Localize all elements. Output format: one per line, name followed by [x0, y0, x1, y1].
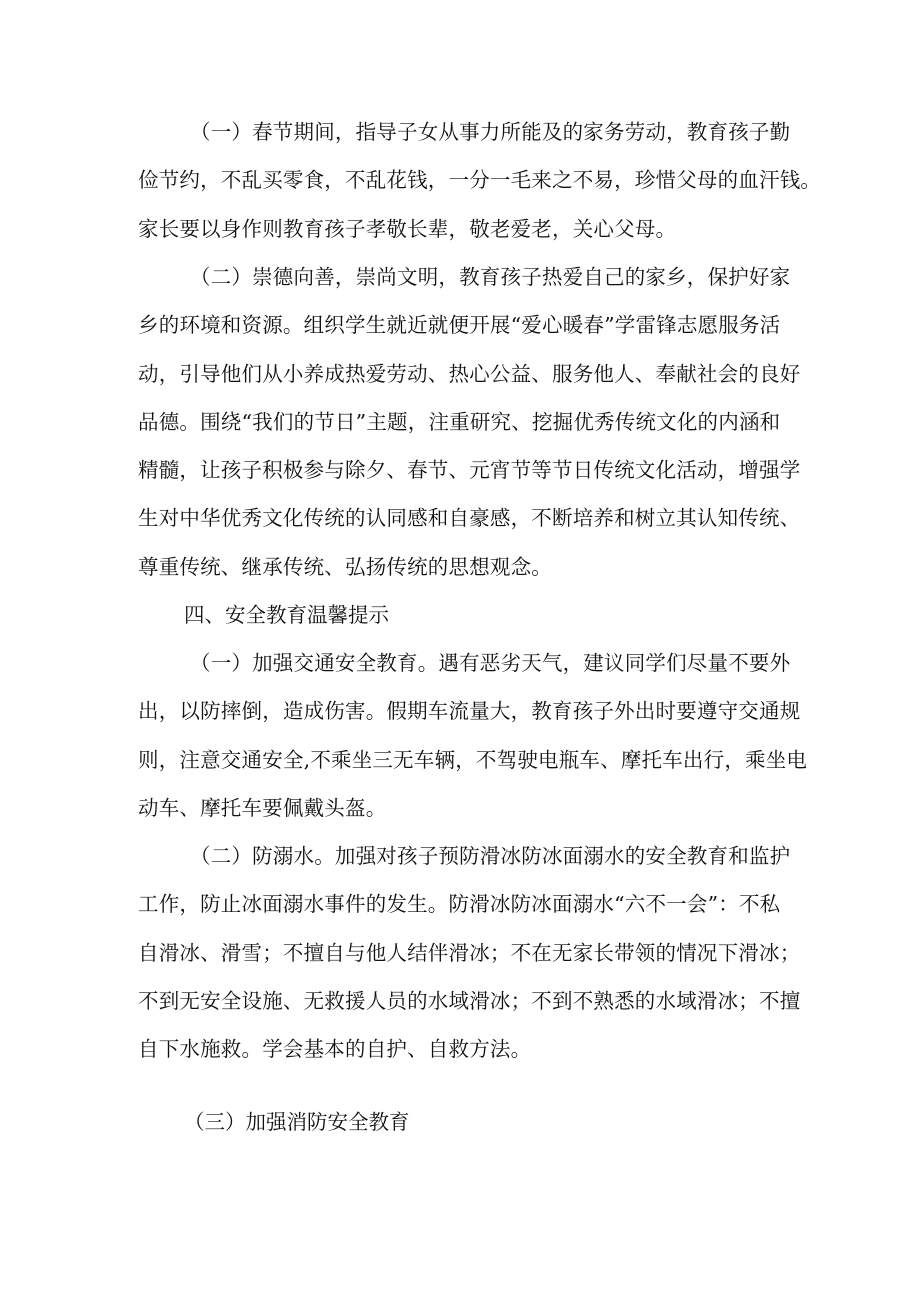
paragraph-3-line-2: 出，以防摔倒，造成伤害。假期车流量大，教育孩子外出时要遵守交通规: [138, 699, 801, 723]
paragraph-2-line-3: 动，引导他们从小养成热爱劳动、热心公益、服务他人、奉献社会的良好: [138, 362, 801, 386]
paragraph-3-line-1: （一）加强交通安全教育。遇有恶劣天气，建议同学们尽量不要外: [190, 651, 791, 675]
paragraph-1-line-1: （一）春节期间，指导子女从事力所能及的家务劳动，教育孩子勤: [190, 120, 791, 144]
paragraph-4-line-1: （二）防溺水。加强对孩子预防滑冰防冰面溺水的安全教育和监护: [190, 844, 791, 868]
paragraph-5-heading: （三）加强消防安全教育: [184, 1110, 410, 1134]
paragraph-3-line-4: 动车、摩托车要佩戴头盔。: [138, 796, 387, 820]
paragraph-2-line-7: 尊重传统、继承传统、弘扬传统的思想观念。: [138, 555, 552, 579]
paragraph-2-line-4: 品德。围绕“我们的节日”主题，注重研究、挖掘优秀传统文化的内涵和: [138, 410, 781, 434]
paragraph-1-line-3: 家长要以身作则教育孩子孝敬长辈，敬老爱老，关心父母。: [138, 217, 677, 241]
paragraph-2-line-6: 生对中华优秀文化传统的认同感和自豪感，不断培养和树立其认知传统、: [138, 506, 801, 530]
paragraph-4-line-3: 自滑冰、滑雪；不擅自与他人结伴滑冰；不在无家长带领的情况下滑冰；: [138, 941, 801, 965]
paragraph-2-line-5: 精髓，让孩子积极参与除夕、春节、元宵节等节日传统文化活动，增强学: [138, 458, 801, 482]
section-heading-4: 四、安全教育温馨提示: [184, 603, 389, 627]
paragraph-4-line-2: 工作，防止冰面溺水事件的发生。防滑冰防冰面溺水“六不一会”：不私: [138, 892, 781, 916]
paragraph-2-line-1: （二）崇德向善，崇尚文明，教育孩子热爱自己的家乡，保护好家: [190, 265, 791, 289]
paragraph-4-line-5: 自下水施救。学会基本的自护、自救方法。: [138, 1037, 532, 1061]
paragraph-1-line-2: 俭节约，不乱买零食，不乱花钱，一分一毛来之不易，珍惜父母的血汗钱。: [138, 168, 822, 192]
paragraph-2-line-2: 乡的环境和资源。组织学生就近就便开展“爱心暖春”学雷锋志愿服务活: [138, 313, 781, 337]
paragraph-3-line-3: 则，注意交通安全,不乘坐三无车辆，不驾驶电瓶车、摩托车出行，乘坐电: [138, 748, 808, 772]
paragraph-4-line-4: 不到无安全设施、无救援人员的水域滑冰；不到不熟悉的水域滑冰；不擅: [138, 989, 801, 1013]
